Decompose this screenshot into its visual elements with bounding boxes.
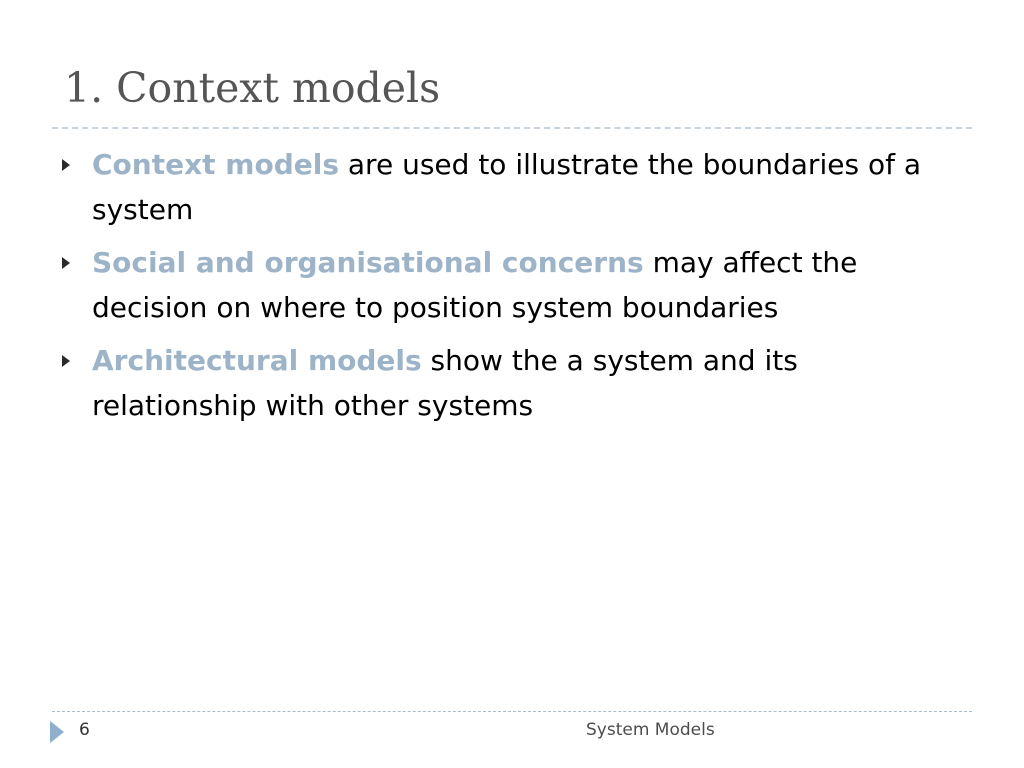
footer-divider bbox=[52, 711, 972, 712]
bullet-text: show the a system and its relationship with other systems bbox=[92, 344, 798, 422]
play-arrow-icon bbox=[50, 721, 64, 743]
bullet-triangle-icon bbox=[62, 159, 70, 171]
bullet-item bbox=[62, 240, 942, 330]
title-divider bbox=[52, 127, 972, 129]
bullet-item bbox=[62, 142, 942, 232]
bullet-triangle-icon bbox=[62, 257, 70, 269]
bullet-emphasis: Social and organisational concerns bbox=[92, 246, 644, 279]
bullet-item bbox=[62, 338, 942, 428]
bullet-text: are used to illustrate the boundaries of a system bbox=[92, 148, 921, 226]
bullet-emphasis: Architectural models bbox=[92, 344, 422, 377]
bullet-emphasis: Context models bbox=[92, 148, 339, 181]
bullet-list bbox=[62, 142, 942, 436]
bullet-text: may affect the decision on where to position system boundaries bbox=[92, 246, 858, 324]
bullet-triangle-icon bbox=[62, 355, 70, 367]
slide-title: 1. Context models bbox=[64, 64, 441, 112]
page-number: 6 bbox=[79, 720, 90, 740]
footer-title: System Models bbox=[586, 720, 715, 740]
